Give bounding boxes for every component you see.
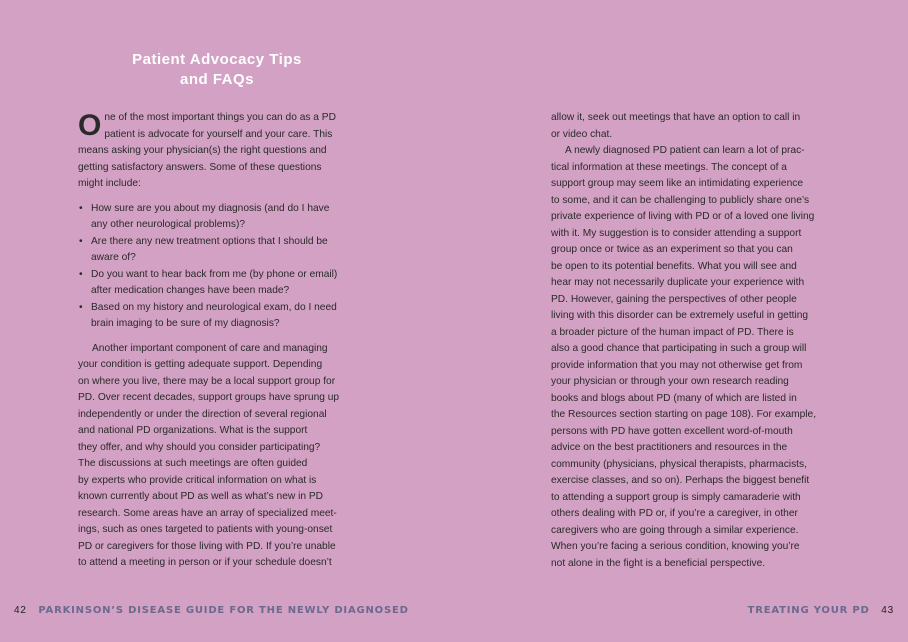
support-group-paragraph: [551, 143, 831, 572]
section-heading-line-1: Patient Advocacy Tips: [132, 51, 302, 68]
right-column: [551, 110, 831, 572]
text-line: • How sure are you about my diagnosis (and do I have: [91, 202, 330, 214]
question-item: [78, 300, 356, 333]
text-line: support group may seem like an intimidating experience: [551, 178, 803, 189]
continued-paragraph: [551, 110, 831, 143]
text-line: hear may not necessarily duplicate your experience with: [551, 277, 805, 288]
text-line: also a good chance that participating in such a group will: [551, 343, 807, 354]
question-item: [78, 201, 356, 234]
support-paragraph: [78, 341, 356, 572]
question-item: [78, 267, 356, 300]
text-line: to some, and it can be challenging to publicly share one’s: [551, 194, 810, 206]
text-line: known currently about PD as well as what’s new in PD: [78, 491, 323, 502]
footer-right: [748, 605, 894, 616]
drop-cap: O: [78, 109, 102, 142]
running-head-right: TREATING YOUR PD: [747, 605, 870, 616]
text-line: and national PD organizations. What is the support: [78, 425, 308, 436]
text-line: advice on the best practitioners and resources in the: [551, 442, 788, 453]
running-head-left: PARKINSON’S DISEASE GUIDE FOR THE NEWLY DIAGNOSED: [38, 605, 409, 616]
question-item: [78, 234, 356, 267]
page-number-right: 43: [881, 605, 894, 616]
text-line: provide information that you may not otherwise get from: [551, 359, 803, 371]
text-line: by experts who provide critical information on what is: [78, 474, 317, 486]
text-line: ne of the most important things you can do as a PD: [104, 112, 336, 123]
text-line: aware of?: [91, 252, 136, 263]
text-line: caregivers who are going through a similar experience.: [551, 524, 799, 536]
section-heading-line-2: and FAQs: [179, 71, 254, 88]
text-line: The discussions at such meetings are often guided: [78, 458, 308, 469]
left-column: [78, 110, 356, 572]
section-heading: [92, 50, 342, 90]
text-line: your physician or through your own research reading: [551, 376, 789, 387]
text-line: others dealing with PD or, if you’re a caregiver, in other: [551, 508, 798, 519]
text-line: • Do you want to hear back from me (by phone or email): [91, 268, 338, 280]
text-line: brain imaging to be sure of my diagnosis?: [91, 318, 280, 329]
text-line: • Are there any new treatment options that I should be: [91, 235, 328, 247]
text-line: ings, such as ones targeted to patients with young-onset: [78, 524, 333, 535]
text-line: might include:: [78, 178, 141, 189]
text-line: persons with PD have gotten excellent word-of-mouth: [551, 425, 793, 437]
text-line: PD. Over recent decades, support groups have sprung up: [78, 392, 340, 403]
text-line: research. Some areas have an array of specialized meet-: [78, 507, 337, 519]
text-line: on where you live, there may be a local support group for: [78, 375, 336, 387]
text-line: • Based on my history and neurological exam, do I need: [91, 301, 337, 313]
text-line: PD or caregivers for those living with PD. If you’re unable: [78, 540, 336, 552]
text-line: or video chat.: [551, 128, 613, 140]
text-line: group once or twice as an experiment so that you can: [551, 244, 793, 255]
text-line: exercise classes, and so on). Perhaps the biggest benefit: [551, 475, 810, 486]
text-line: PD. However, gaining the perspectives of other people: [551, 293, 797, 305]
text-line: private experience of living with PD or of a loved one living: [551, 211, 815, 222]
text-line: with it. My suggestion is to consider attending a support: [551, 227, 802, 239]
text-line: means asking your physician(s) the right questions and: [78, 145, 327, 156]
question-list: [78, 201, 356, 333]
intro-paragraph: [78, 110, 356, 193]
text-line: your condition is getting adequate support. Depending: [78, 359, 323, 370]
text-line: allow it, seek out meetings that have an option to call in: [551, 112, 801, 123]
text-line: any other neurological problems)?: [91, 219, 246, 230]
text-line: community (physicians, physical therapists, pharmacists,: [551, 458, 807, 470]
text-line: Another important component of care and managing: [92, 342, 328, 354]
text-line: the Resources section starting on page 108). For example,: [551, 409, 817, 420]
page-number-left: 42: [14, 605, 27, 616]
text-line: When you’re facing a serious condition, knowing you’re: [551, 541, 800, 552]
text-line: getting satisfactory answers. Some of these questions: [78, 161, 322, 173]
text-line: living with this disorder can be extremely useful in getting: [551, 310, 809, 321]
text-line: tical information at these meetings. The concept of a: [551, 161, 787, 173]
text-line: after medication changes have been made?: [91, 285, 290, 296]
text-line: A newly diagnosed PD patient can learn a lot of prac-: [565, 145, 805, 156]
footer-left: [14, 605, 409, 616]
text-line: not alone in the fight is a beneficial perspective.: [551, 557, 766, 569]
text-line: patient is advocate for yourself and your care. This: [104, 128, 333, 140]
text-line: books and blogs about PD (many of which are listed in: [551, 392, 797, 404]
text-line: independently or under the direction of several regional: [78, 408, 327, 420]
text-line: be open to its potential benefits. What you will see and: [551, 260, 797, 272]
text-line: to attending a support group is simply camaraderie with: [551, 491, 801, 503]
text-line: a broader picture of the human impact of PD. There is: [551, 326, 794, 338]
text-line: they offer, and why should you consider participating?: [78, 441, 321, 453]
text-line: to attend a meeting in person or if your schedule doesn’t: [78, 557, 332, 568]
